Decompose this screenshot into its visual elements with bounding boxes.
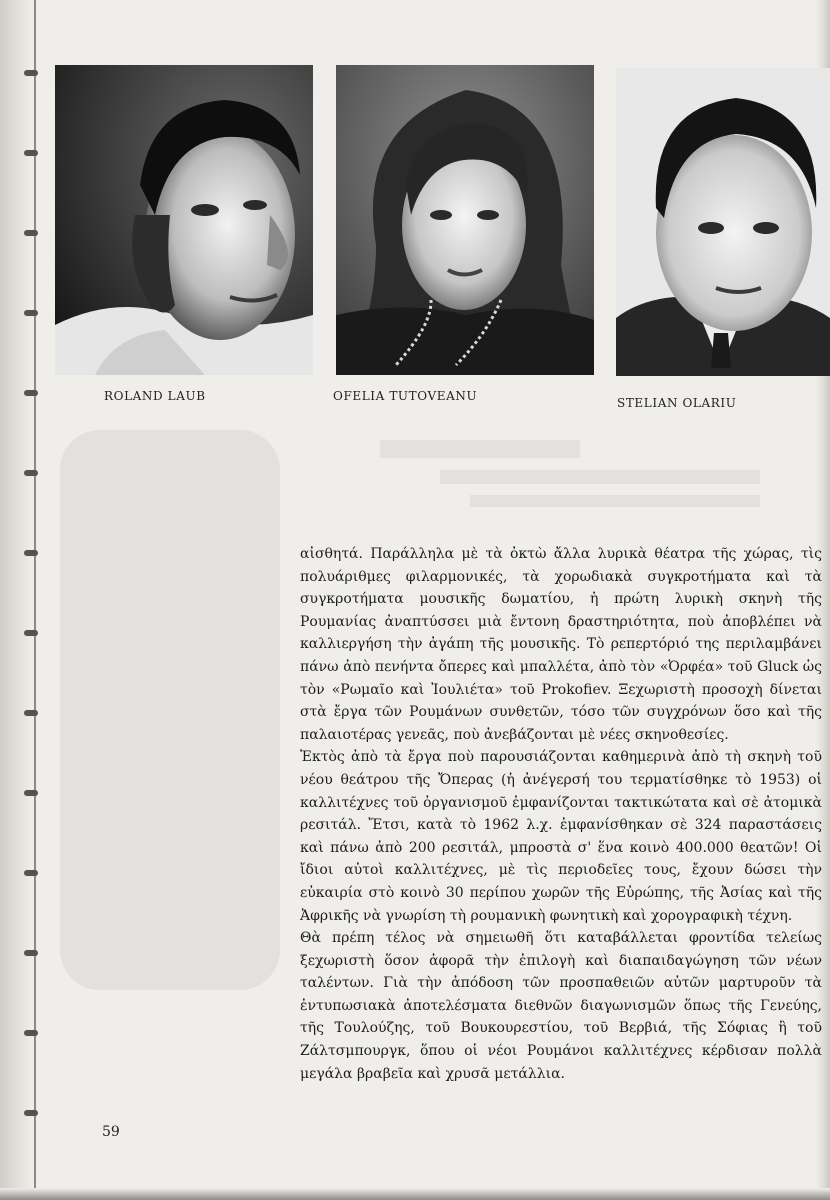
binding-hole	[24, 710, 38, 716]
show-through-shadow	[440, 470, 760, 484]
photo-caption-roland-laub: ROLAND LAUB	[104, 389, 206, 403]
show-through-shadow	[380, 440, 580, 458]
photo-caption-stelian-olariu: STELIAN OLARIU	[617, 396, 737, 410]
binding-hole	[24, 310, 38, 316]
binding-hole	[24, 230, 38, 236]
portrait-ofelia-tutoveanu-image	[336, 65, 594, 375]
binding-hole	[24, 870, 38, 876]
binding-hole	[24, 630, 38, 636]
binding-hole	[24, 390, 38, 396]
binding-hole	[24, 470, 38, 476]
binding-hole	[24, 550, 38, 556]
page-binding-shadow	[0, 0, 34, 1200]
binding-hole	[24, 70, 38, 76]
page-bottom-edge	[0, 1188, 830, 1200]
portrait-photo-1	[55, 65, 313, 375]
portrait-photo-2	[336, 65, 594, 375]
body-paragraph-2: Ἐκτὸς ἀπὸ τὰ ἔργα ποὺ παρουσιάζονται καθημερινὰ ἀπὸ τὴ σκηνὴ τοῦ νέου θεάτρου τῆς Ὄπερας (ἡ ἀνέγερσή του τερματίσθηκε τὸ 1953) οἱ καλλιτέχνες τοῦ ὀργανισμοῦ ἐμφανίζονται τακτικώτατα καὶ σὲ ἀτομικὰ ρεσιτάλ. Ἔτσι, κατὰ τὸ 1962 λ.χ. ἐμφανίσθηκαν σὲ 324 παραστάσεις καὶ πάνω ἀπὸ 200 ρεσιτάλ, μπροστὰ σ' ἕνα κοινὸ 400.000 θεατῶν! Οἱ ἴδιοι αὐτοὶ καλλιτέχνες, μὲ τὶς περιοδεῖες τους, ἔχουν δώσει τὴν εὐκαιρία στὸ κοινὸ 30 περίπου χωρῶν τῆς Εὐρώπης, τῆς Ἀσίας καὶ τῆς Ἀφρικῆς νὰ γνωρίση τὴ ρουμανικὴ φωνητικὴ καὶ χορογραφικὴ τέχνη.	[300, 749, 822, 924]
portrait-photo-3	[616, 68, 830, 376]
binding-hole	[24, 790, 38, 796]
show-through-shadow	[60, 430, 280, 990]
binding-hole	[24, 1110, 38, 1116]
binding-hole	[24, 1030, 38, 1036]
binding-hole	[24, 950, 38, 956]
body-paragraph-1: αἰσθητά. Παράλληλα μὲ τὰ ὀκτὼ ἄλλα λυρικὰ θέατρα τῆς χώρας, τὶς πολυάριθμες φιλαρμονικές, τὰ χορωδιακὰ συγκροτήματα καὶ τὰ συγκροτήματα μουσικῆς δωματίου, ἡ πρώτη λυρικὴ σκηνὴ τῆς Ρουμανίας ἀναπτύσσει μιὰ ἔντονη δραστηριότητα, ποὺ ἀποβλέπει νὰ καλλιεργήση τὴν ἀγάπη τῆς μουσικῆς. Τὸ ρεπερτόριό της περιλαμβάνει πάνω ἀπὸ πενήντα ὄπερες καὶ μπαλλέτα, ἀπὸ τὸν «Ὀρφέα» τοῦ Gluck ὡς τὸν «Ρωμαῖο καὶ Ἰουλιέτα» τοῦ Prokofiev. Ξεχωριστὴ προσοχὴ δίνεται στὰ ἔργα τῶν Ρουμάνων συνθετῶν, τόσο τῶν συγχρόνων ὅσο καὶ τῆς παλαιοτέρας γενεᾶς, ποὺ ἀνεβάζονται μὲ νέες σκηνοθεσίες.	[300, 546, 822, 743]
portrait-roland-laub-image	[55, 65, 313, 375]
page-binding-line	[34, 0, 36, 1200]
photo-caption-ofelia-tutoveanu: OFELIA TUTOVEANU	[333, 389, 478, 403]
show-through-shadow	[470, 495, 760, 507]
portrait-stelian-olariu-image	[616, 68, 830, 376]
page-number: 59	[102, 1124, 120, 1140]
binding-hole	[24, 150, 38, 156]
article-body	[300, 543, 822, 1085]
body-paragraph-3: Θὰ πρέπη τέλος νὰ σημειωθῆ ὅτι καταβάλλεται φροντίδα τελείως ξεχωριστὴ ὅσον ἀφορᾶ τὴν ἐπιλογὴ καὶ διαπαιδαγώγηση τῶν νέων ταλέντων. Γιὰ τὴν ἀπόδοση τῶν προσπαθειῶν αὐτῶν μαρτυροῦν τὰ ἐντυπωσιακὰ ἀποτελέσματα διεθνῶν διαγωνισμῶν ὅπως τῆς Γενεύης, τῆς Τουλούζης, τοῦ Βουκουρεστίου, τοῦ Βερβιά, τῆς Σόφιας ἢ τοῦ Ζάλτσμπουργκ, ὅπου οἱ νέοι Ρουμάνοι καλλιτέχνες κέρδισαν πολλὰ μεγάλα βραβεῖα καὶ χρυσᾶ μετάλλια.	[300, 930, 822, 1082]
